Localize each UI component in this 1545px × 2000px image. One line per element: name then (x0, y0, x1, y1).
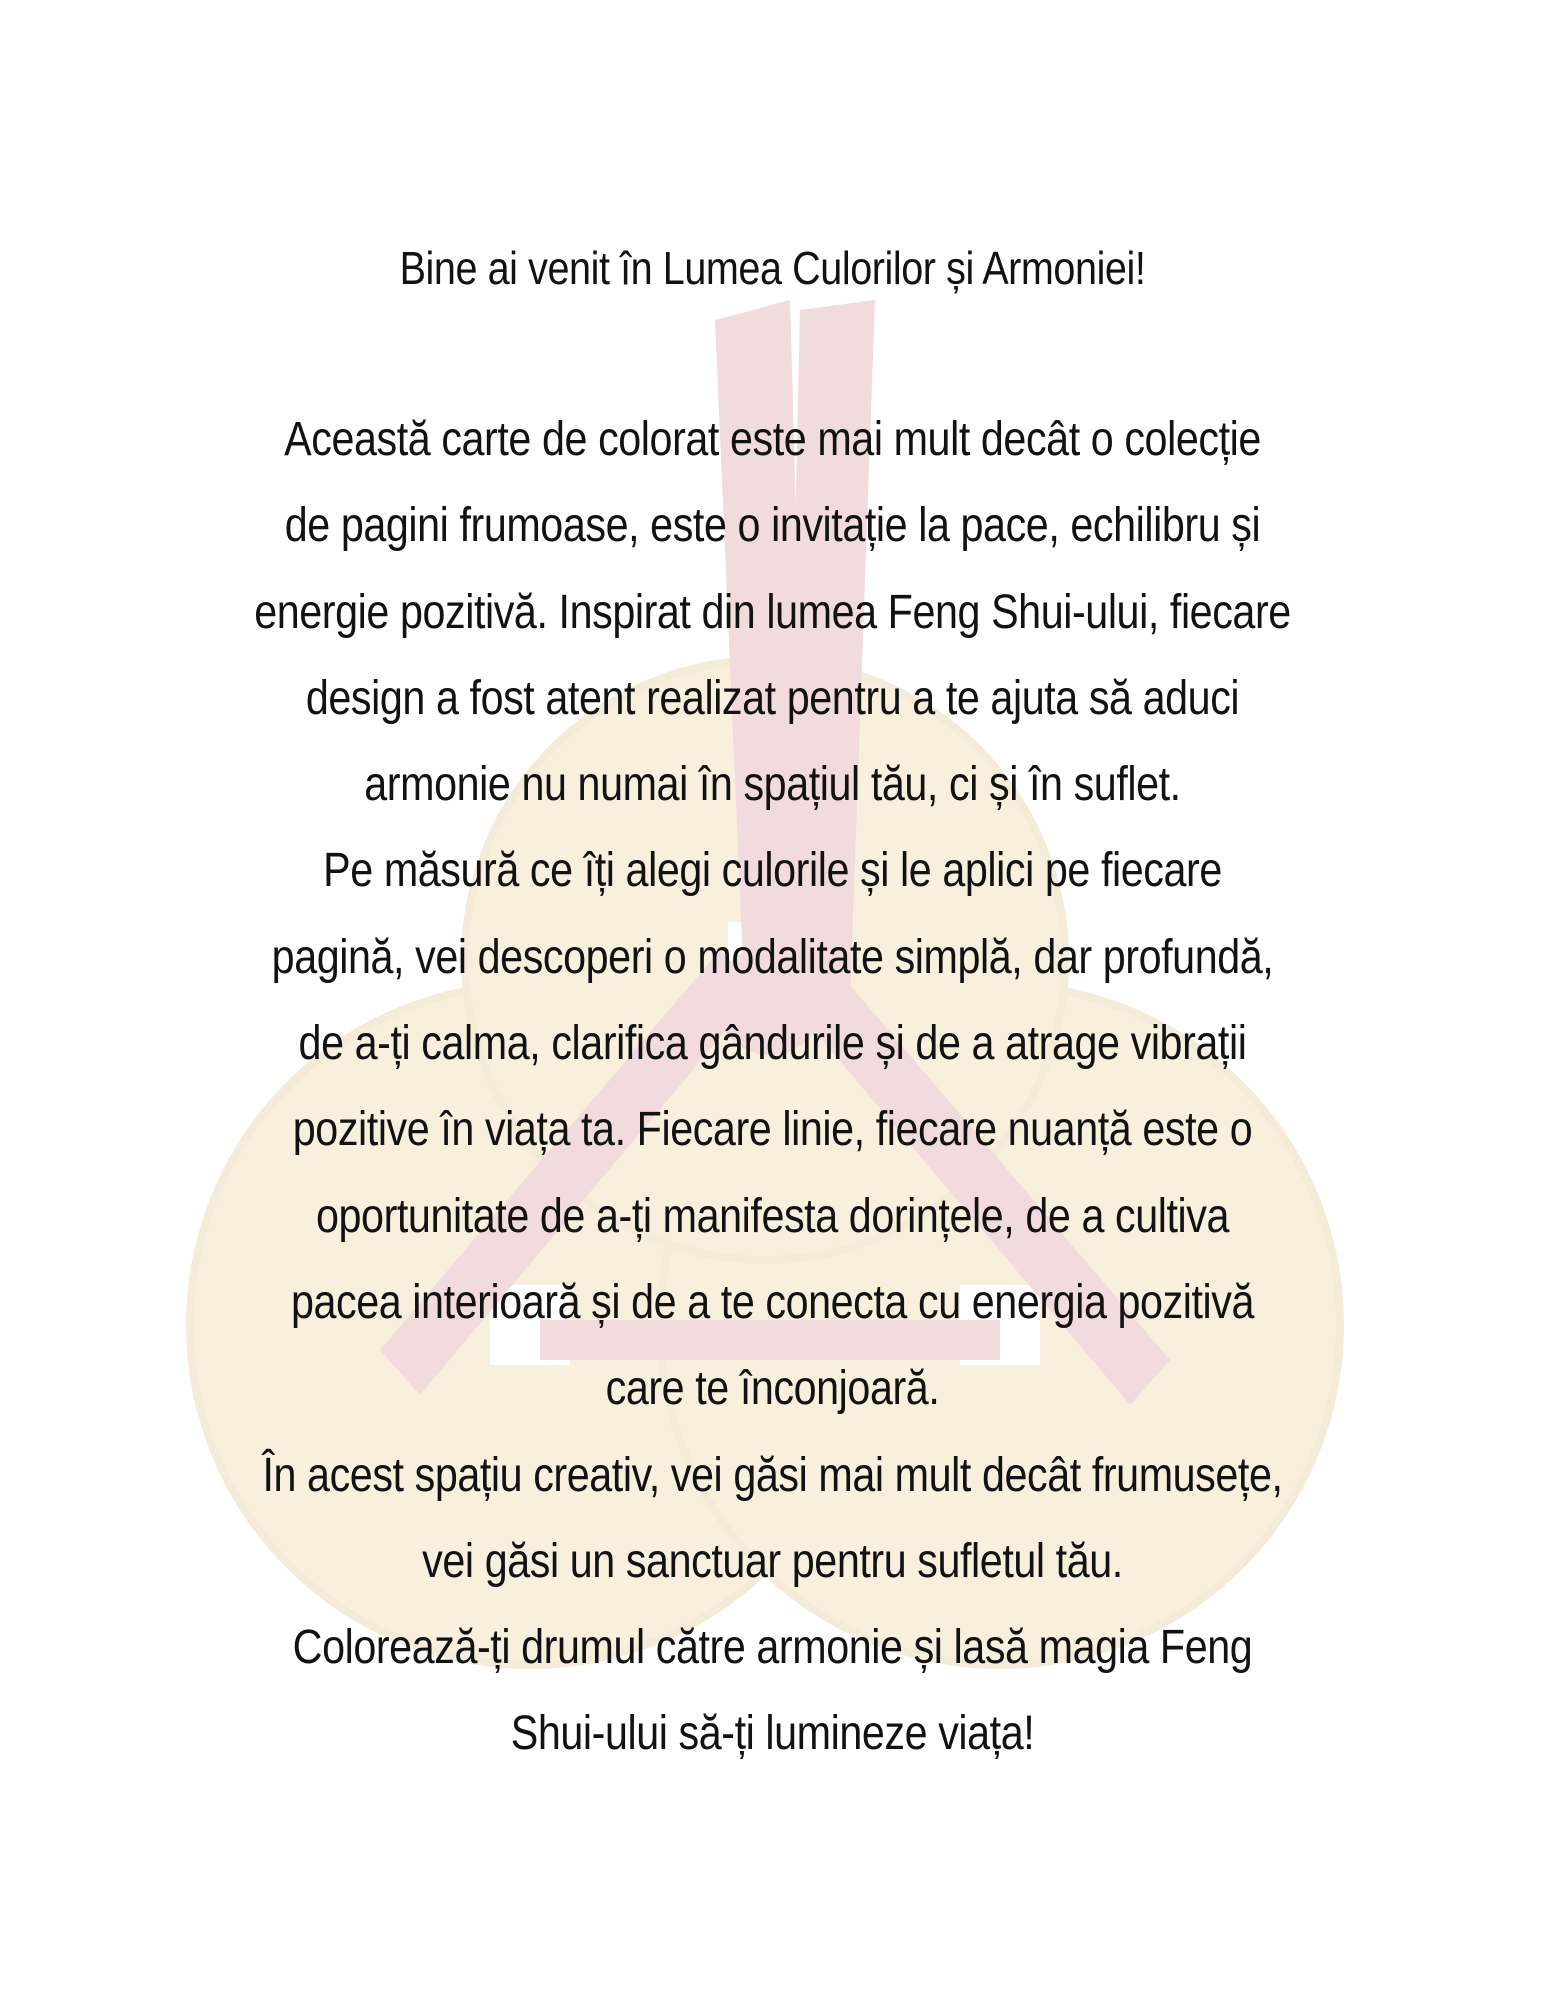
page-title: Bine ai venit în Lumea Culorilor și Armoniei! (399, 242, 1146, 294)
text-line: pacea interioară și de a te conecta cu energia pozitivă (290, 1275, 1255, 1329)
text-line: oportunitate de a-ți manifesta dorințele, de a cultiva (315, 1189, 1230, 1243)
text-line: Colorează-ți drumul către armonie și lasă magia Feng (292, 1621, 1253, 1675)
text-line: vei găsi un sanctuar pentru sufletul tău. (422, 1534, 1123, 1588)
text-line: armonie nu numai în spațiul tău, ci și în suflet. (364, 758, 1181, 812)
text-line: de pagini frumoase, este o invitație la pace, echilibru și (284, 499, 1261, 553)
text-line: Pe măsură ce îți alegi culorile și le aplici pe fiecare (323, 844, 1222, 898)
text-line: pagină, vei descoperi o modalitate simplă, dar profundă, (271, 930, 1274, 984)
text-line: pozitive în viața ta. Fiecare linie, fiecare nuanță este o (292, 1103, 1253, 1157)
text-line: În acest spațiu creativ, vei găsi mai mult decât frumusețe, (262, 1448, 1283, 1502)
text-line: Shui-ului să-ți lumineze viața! (510, 1707, 1035, 1761)
text-line: energie pozitivă. Inspirat din lumea Feng Shui-ului, fiecare (254, 585, 1291, 639)
text-block (130, 225, 1415, 1778)
body-text (220, 397, 1325, 1778)
text-line: Această carte de colorat este mai mult decât o colecție (284, 413, 1261, 466)
text-line: care te înconjoară. (605, 1362, 940, 1416)
text-line: de a-ți calma, clarifica gândurile și de a atrage vibrații (298, 1017, 1247, 1071)
text-line: design a fost atent realizat pentru a te ajuta să aduci (305, 671, 1240, 725)
